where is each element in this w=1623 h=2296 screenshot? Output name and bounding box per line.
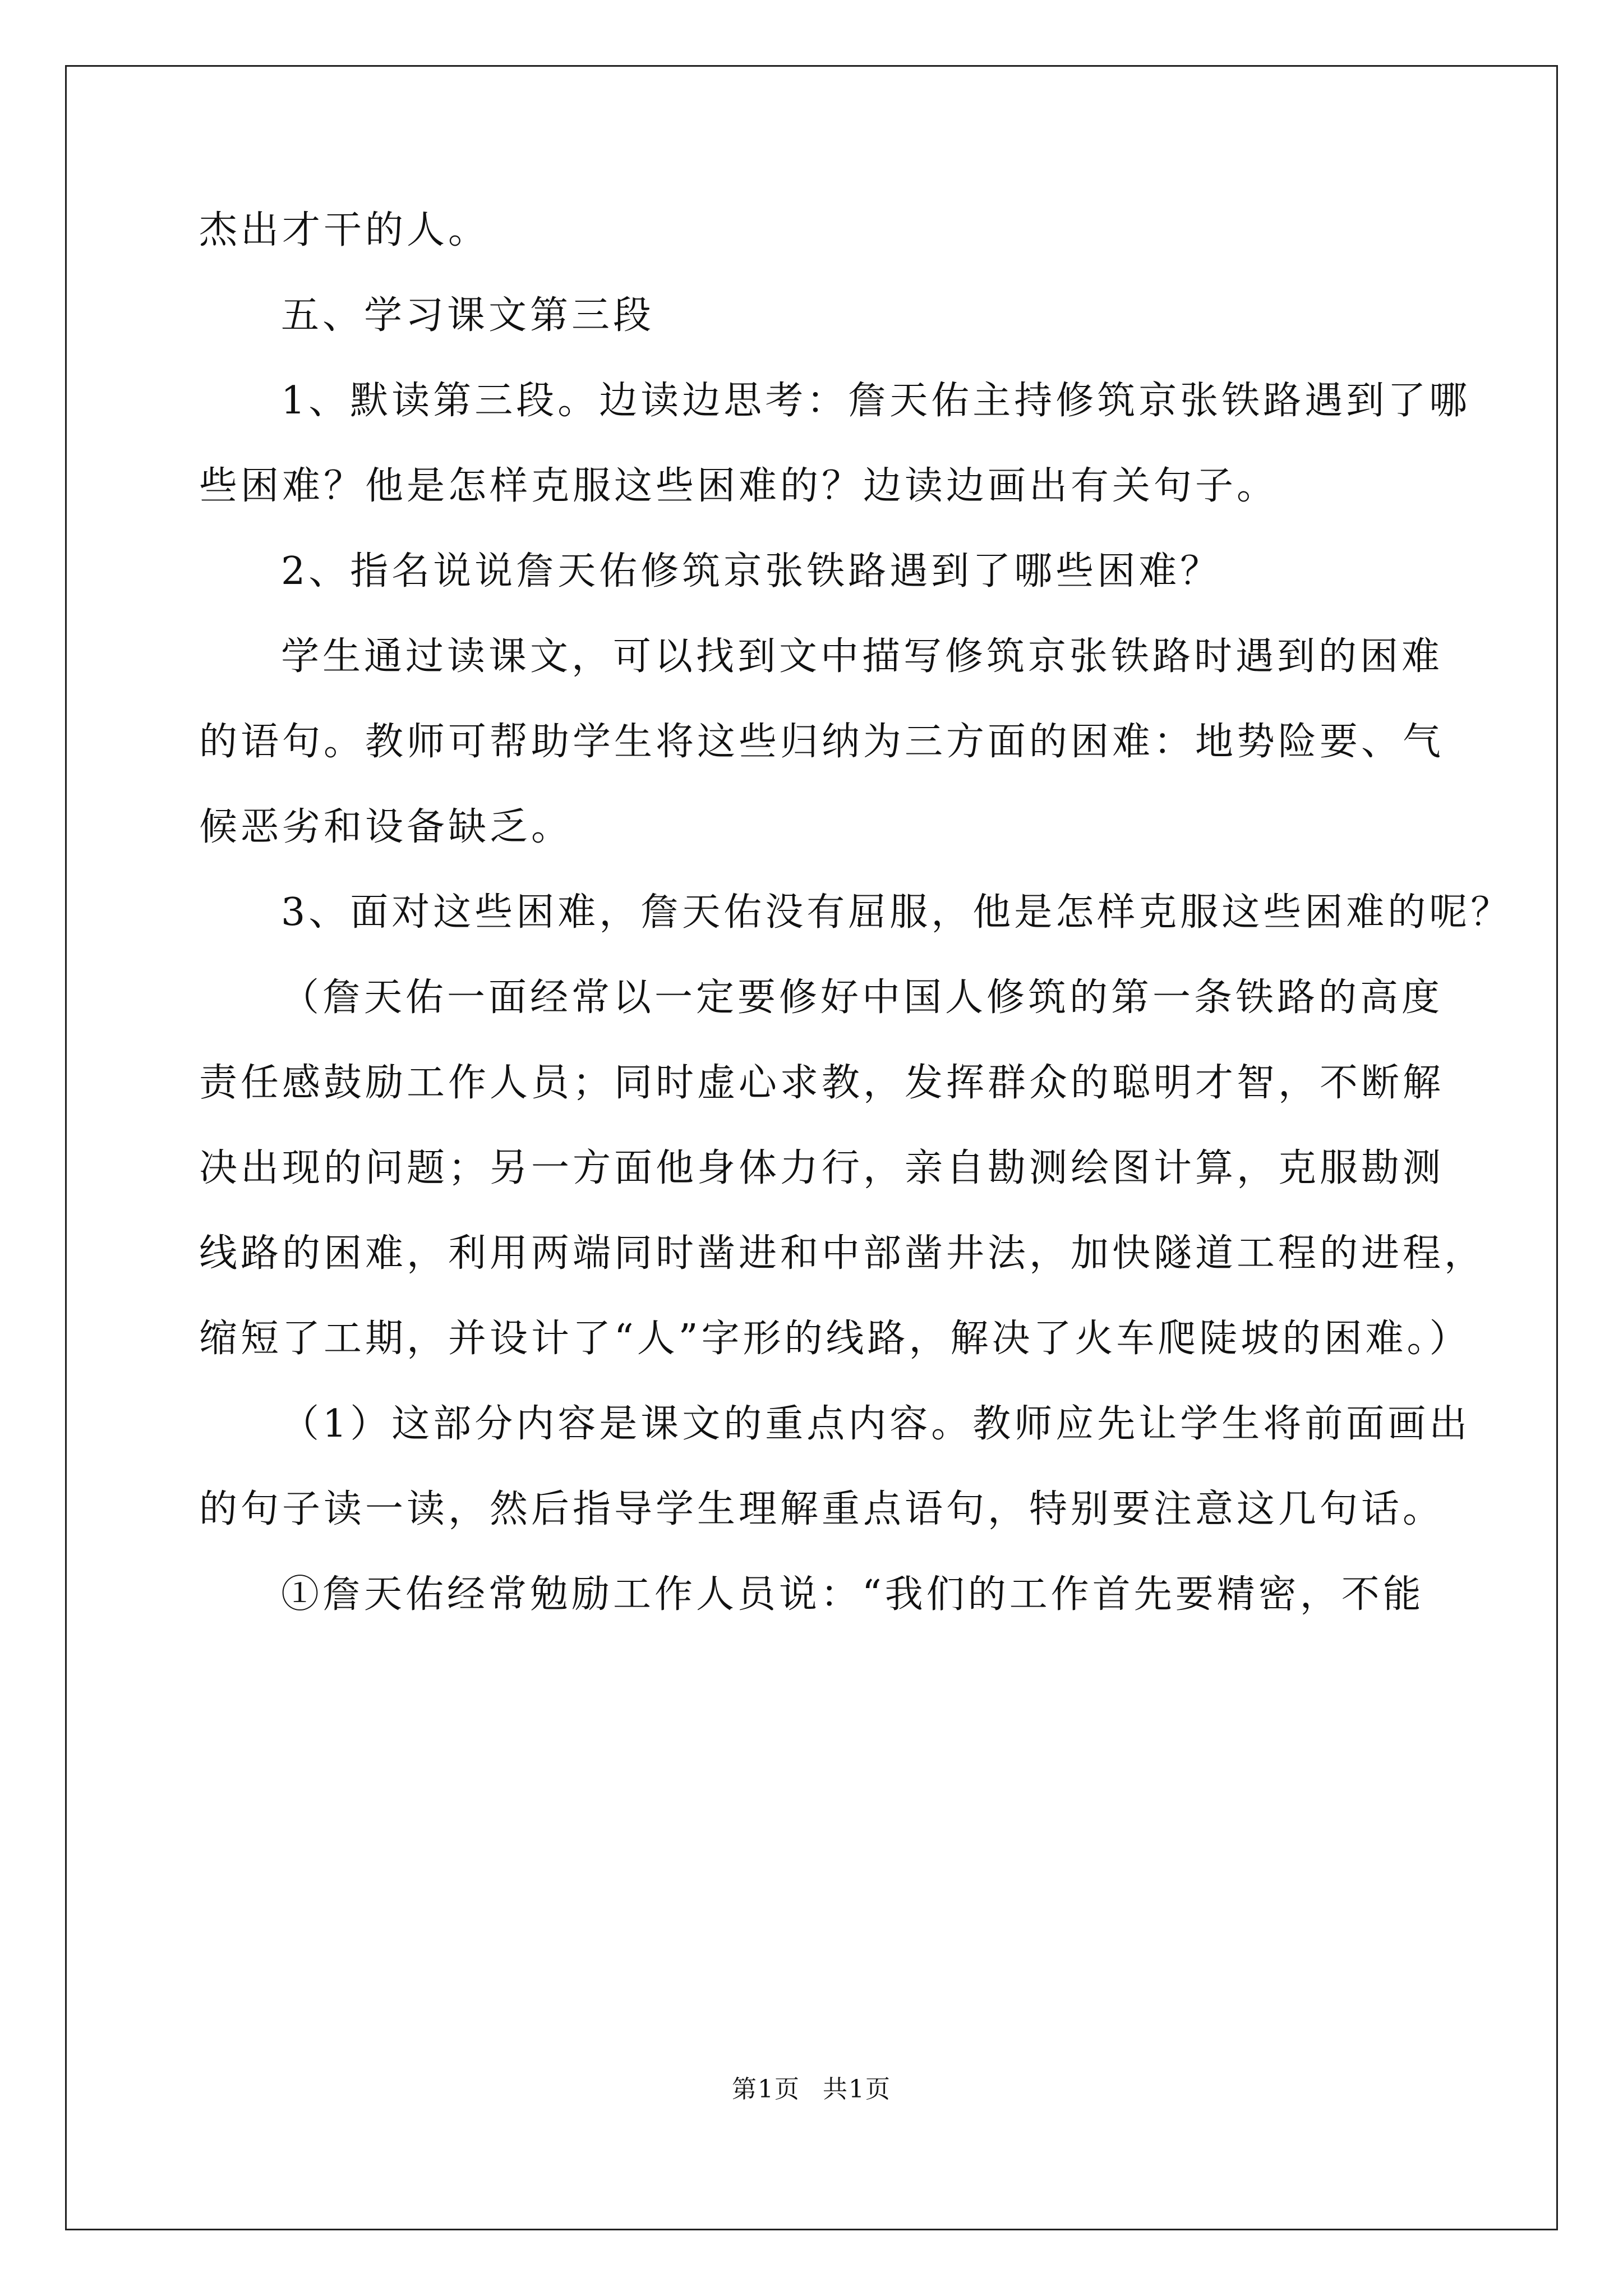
text-line: 缩短了工期，并设计了“人”字形的线路，解决了火车爬陡坡的困难。） — [199, 1317, 1471, 1361]
text-line: 的句子读一读，然后指导学生理解重点语句，特别要注意这几句话。 — [199, 1487, 1445, 1531]
text-line: （詹天佑一面经常以一定要修好中国人修筑的第一条铁路的高度 — [281, 976, 1444, 1020]
document-body — [199, 188, 1513, 1637]
text-line: 五、学习课文第三段 — [281, 293, 655, 338]
text-line: 责任感鼓励工作人员；同时虚心求教，发挥群众的聪明才智，不断解 — [199, 1061, 1445, 1105]
text-line: 决出现的问题；另一方面他身体力行，亲自勘测绘图计算，克服勘测 — [199, 1146, 1445, 1190]
page-number-total: 共1页 — [823, 2075, 891, 2104]
text-line: （1）这部分内容是课文的重点内容。教师应先让学生将前面画出 — [281, 1402, 1471, 1446]
text-line: 线路的困难，利用两端同时凿进和中部凿井法，加快隧道工程的进程， — [199, 1231, 1486, 1276]
text-line: 些困难？他是怎样克服这些困难的？边读边画出有关句子。 — [199, 464, 1279, 508]
text-line: 1、默读第三段。边读边思考：詹天佑主持修筑京张铁路遇到了哪 — [281, 379, 1471, 423]
text-line: 学生通过读课文，可以找到文中描写修筑京张铁路时遇到的困难 — [281, 634, 1444, 679]
page-number-current: 第1页 — [732, 2075, 800, 2104]
text-line: 的语句。教师可帮助学生将这些归纳为三方面的困难：地势险要、气 — [199, 720, 1445, 764]
text-line: 杰出才干的人。 — [199, 208, 490, 252]
page-footer — [0, 2069, 1623, 2105]
text-line: 候恶劣和设备缺乏。 — [199, 805, 573, 849]
text-line: 2、指名说说詹天佑修筑京张铁路遇到了哪些困难？ — [281, 549, 1222, 593]
text-line: 3、面对这些困难，詹天佑没有屈服，他是怎样克服这些困难的呢？ — [281, 890, 1513, 935]
text-line: ①詹天佑经常勉励工作人员说：“我们的工作首先要精密，不能 — [281, 1572, 1424, 1617]
